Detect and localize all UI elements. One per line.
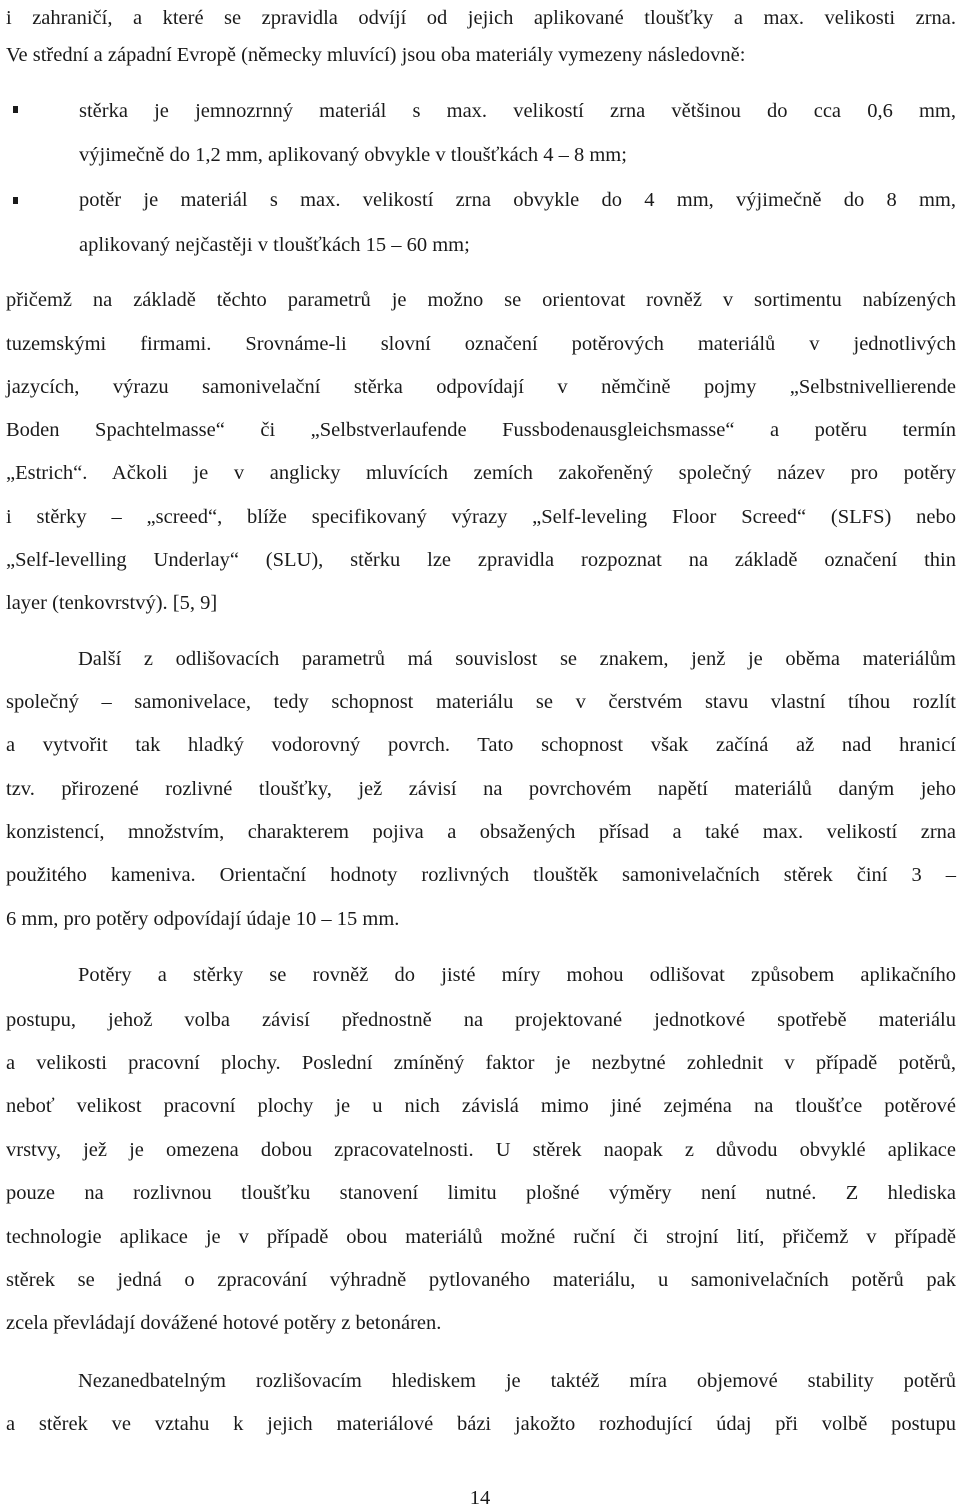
- text-line: zcela převládají dovážené hotové potěry z betonáren.: [6, 1312, 442, 1334]
- text-line: technologie aplikace je v případě obou materiálů možné ruční či strojní lití, přičemž v případě: [6, 1226, 956, 1248]
- text-line: 6 mm, pro potěry odpovídají údaje 10 – 15 mm.: [6, 908, 400, 930]
- text-line: přičemž na základě těchto parametrů je možno se orientovat rovněž v sortimentu nabízených: [6, 289, 956, 311]
- text-line: stěrek se jedná o zpracování výhradně pytlovaného materiálu, u samonivelačních potěrů pak: [6, 1269, 956, 1291]
- text-line: konzistencí, množstvím, charakterem pojiva a obsažených přísad a také max. velikostí zrna: [6, 821, 956, 843]
- list-item-text: aplikovaný nejčastěji v tloušťkách 15 – 60 mm;: [79, 234, 470, 256]
- text-line: společný – samonivelace, tedy schopnost materiálu se v čerstvém stavu vlastní tíhou rozlít: [6, 691, 956, 713]
- text-line: pouze na rozlivnou tloušťku stanovení limitu plošné výměry není nutné. Z hlediska: [6, 1182, 956, 1204]
- text-line: Další z odlišovacích parametrů má souvislost se znakem, jenž je oběma materiálům: [78, 648, 956, 670]
- text-line: „Estrich“. Ačkoli je v anglicky mluvících zemích zakořeněný společný název pro potěry: [6, 462, 956, 484]
- text-line: layer (tenkovrstvý). [5, 9]: [6, 592, 218, 614]
- text-line: postupu, jehož volba závisí přednostně na projektované jednotkové spotřebě materiálu: [6, 1009, 956, 1031]
- text-line: Potěry a stěrky se rovněž do jisté míry mohou odlišovat způsobem aplikačního: [78, 964, 956, 986]
- list-item-text: stěrka je jemnozrnný materiál s max. velikostí zrna většinou do cca 0,6 mm,: [79, 100, 956, 122]
- page-number: 14: [469, 1487, 491, 1509]
- text-line: tuzemskými firmami. Srovnáme-li slovní označení potěrových materiálů v jednotlivých: [6, 333, 956, 355]
- text-line: Ve střední a západní Evropě (německy mluvící) jsou oba materiály vymezeny následovně:: [6, 44, 746, 66]
- bullet-icon: [13, 106, 18, 113]
- text-line: použitého kameniva. Orientační hodnoty rozlivných tlouštěk samonivelačních stěrek činí 3 –: [6, 864, 956, 886]
- list-item-text: výjimečně do 1,2 mm, aplikovaný obvykle v tloušťkách 4 – 8 mm;: [79, 144, 627, 166]
- text-line: Nezanedbatelným rozlišovacím hlediskem je taktéž míra objemové stability potěrů: [78, 1370, 956, 1392]
- text-line: Boden Spachtelmasse“ či „Selbstverlaufende Fussbodenausgleichsmasse“ a potěru termín: [6, 419, 956, 441]
- text-line: a stěrek ve vztahu k jejich materiálové bázi jakožto rozhodující údaj při volbě postupu: [6, 1413, 956, 1435]
- text-line: tzv. přirozené rozlivné tloušťky, jež závisí na povrchovém napětí materiálů daným jeho: [6, 778, 956, 800]
- text-line: jazycích, výrazu samonivelační stěrka odpovídají v němčině pojmy „Selbstnivellierende: [6, 376, 956, 398]
- text-line: „Self-levelling Underlay“ (SLU), stěrku lze zpravidla rozpoznat na základě označení thin: [6, 549, 956, 571]
- text-line: vrstvy, jež je omezena dobou zpracovatelnosti. U stěrek naopak z důvodu obvyklé aplikace: [6, 1139, 956, 1161]
- list-item-text: potěr je materiál s max. velikostí zrna obvykle do 4 mm, výjimečně do 8 mm,: [79, 189, 956, 211]
- text-line: a vytvořit tak hladký vodorovný povrch. Tato schopnost však začíná až nad hranicí: [6, 734, 956, 756]
- bullet-icon: [13, 197, 18, 204]
- text-line: a velikosti pracovní plochy. Poslední zmíněný faktor je nezbytné zohlednit v případě potěrů,: [6, 1052, 956, 1074]
- text-line: i stěrky – „screed“, blíže specifikovaný výrazy „Self-leveling Floor Screed“ (SLFS) nebo: [6, 506, 956, 528]
- text-line: i zahraničí, a které se zpravidla odvíjí od jejich aplikované tloušťky a max. velikosti zrna.: [6, 7, 956, 29]
- text-line: neboť velikost pracovní plochy je u nich závislá mimo jiné zejména na tloušťce potěrové: [6, 1095, 956, 1117]
